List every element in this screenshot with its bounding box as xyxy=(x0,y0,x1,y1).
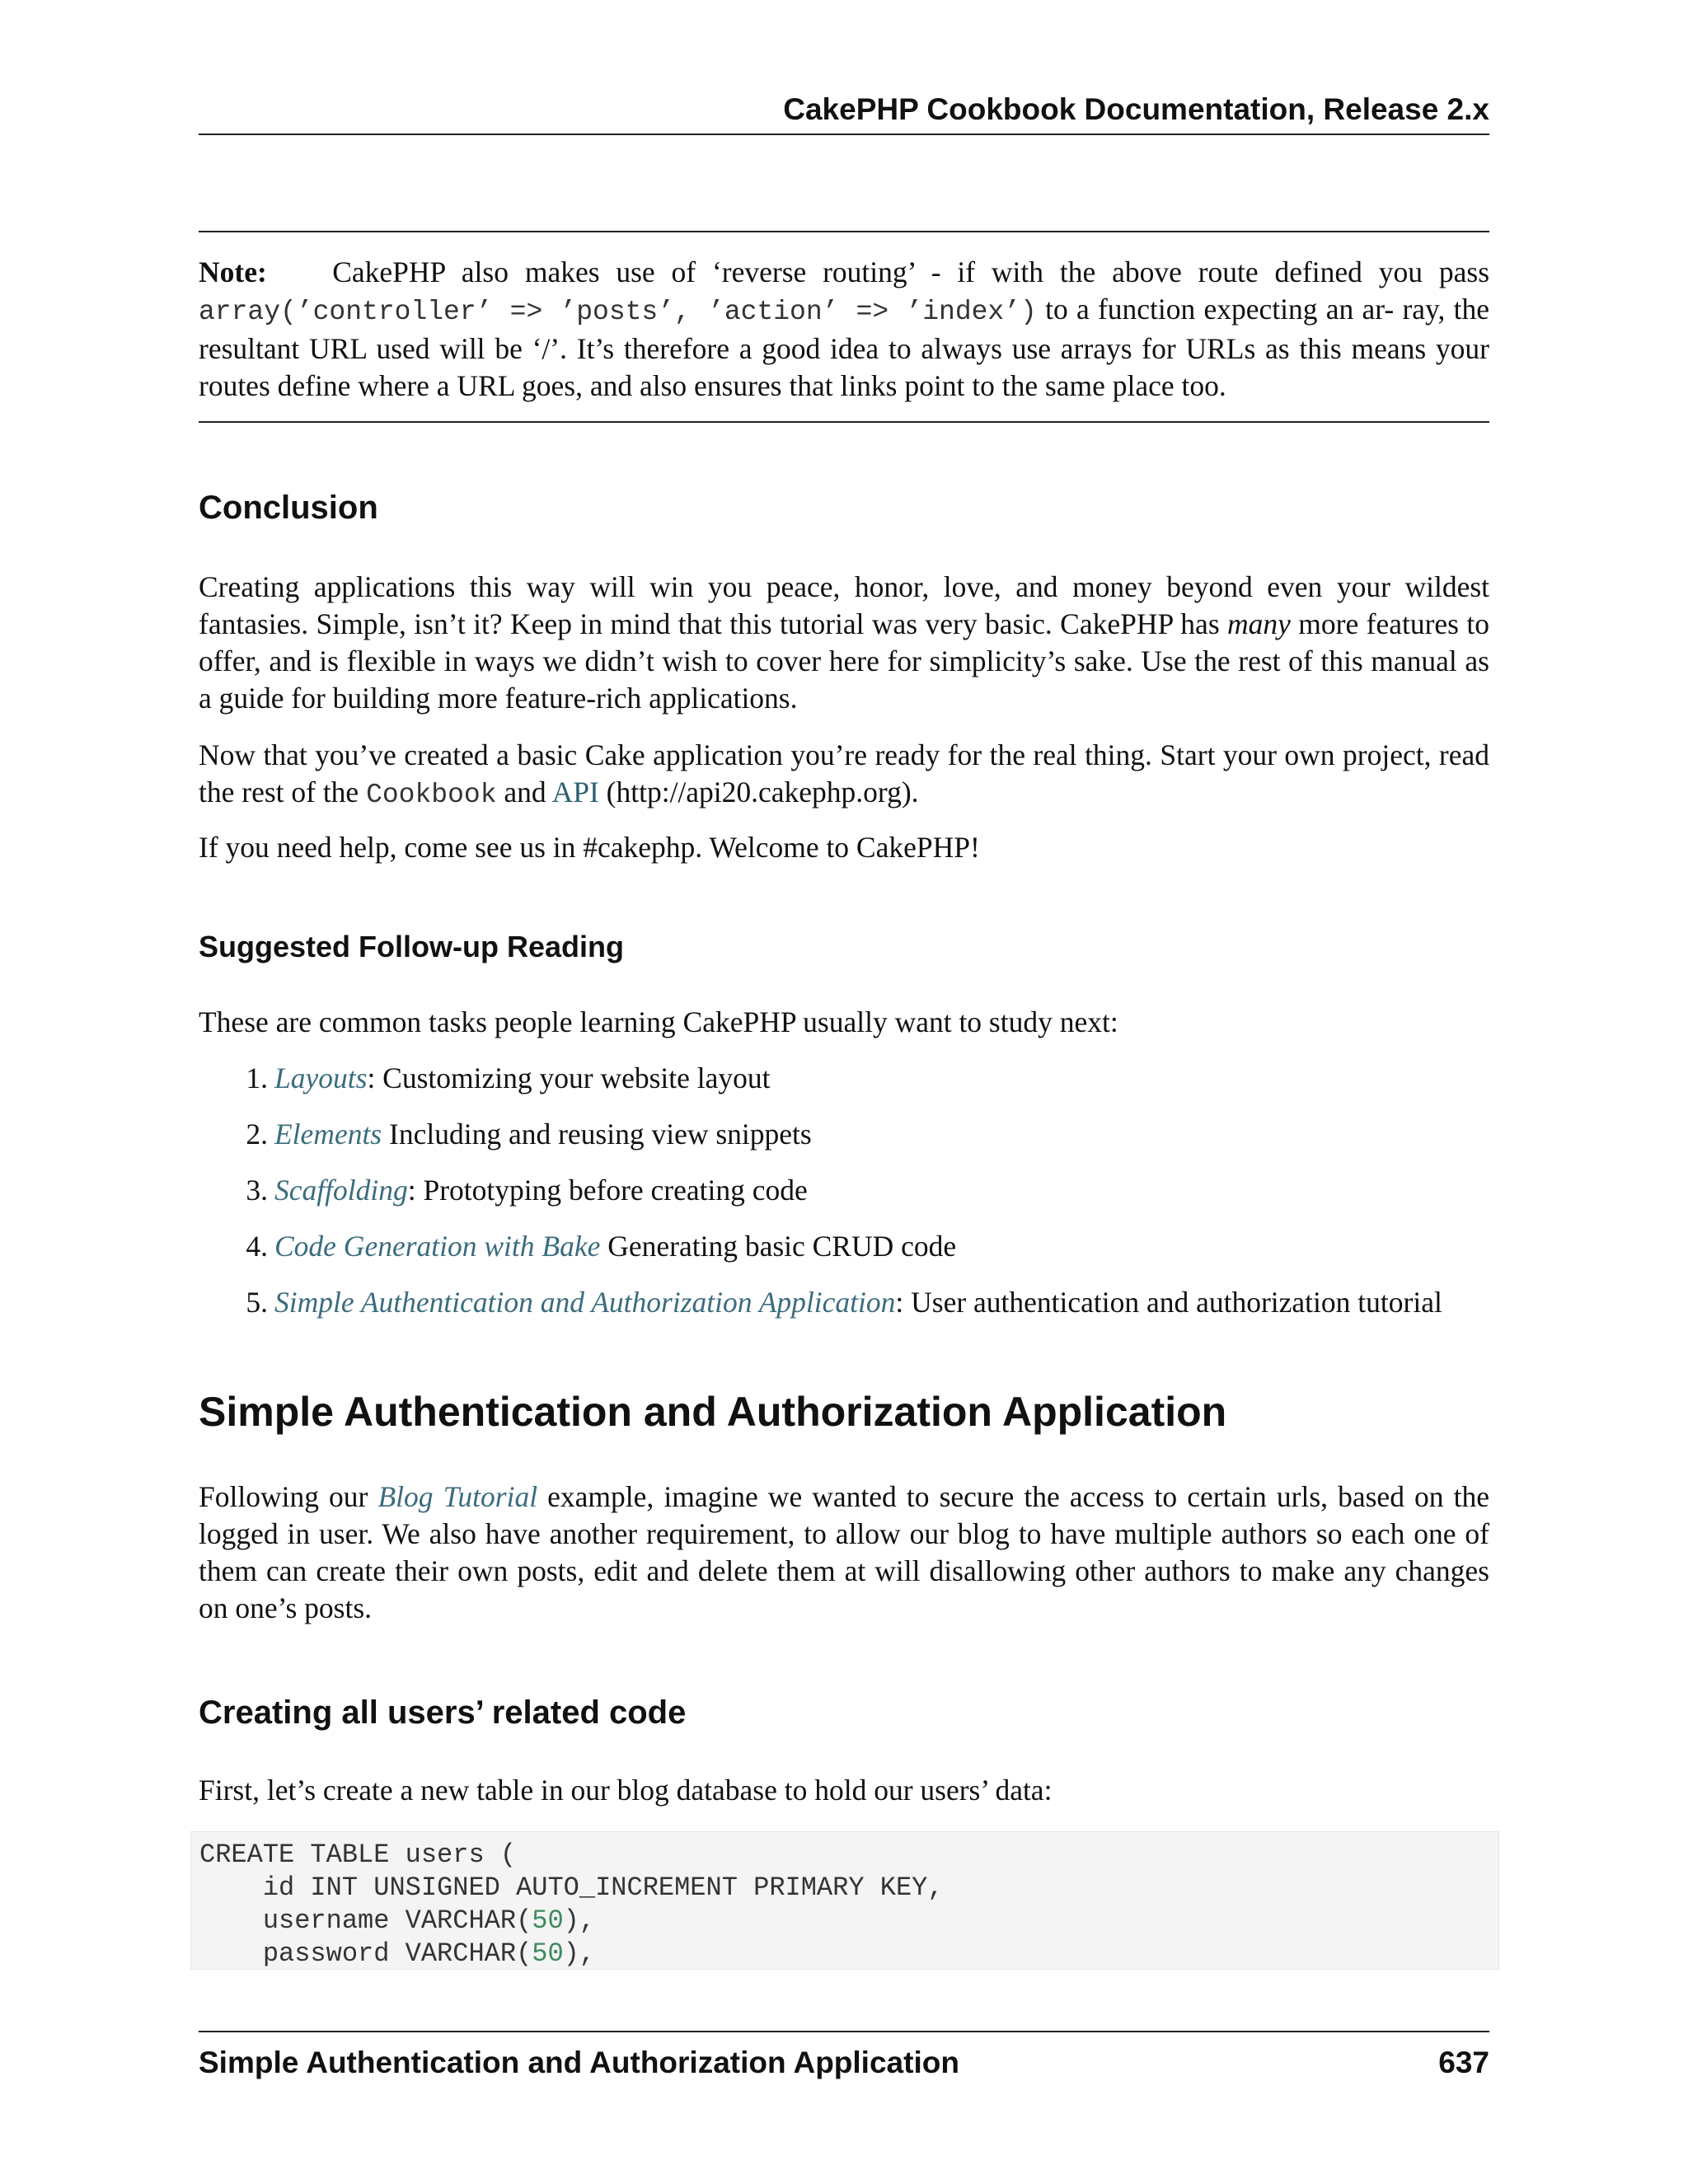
users-intro: First, let’s create a new table in our blog database to hold our users’ data: xyxy=(199,1774,1053,1807)
note-code: array(’controller’ => ’posts’, ’action’ => ’index’) xyxy=(199,297,1037,327)
list-item-number: 3. xyxy=(246,1174,268,1207)
code-line-end: ), xyxy=(563,1938,596,1969)
conclusion-paragraph-1 xyxy=(199,569,1489,717)
scaffolding-link[interactable]: Scaffolding xyxy=(274,1174,408,1207)
conclusion-p1-a: Creating applications this way will win you peace, honor, love, and money beyond even your wildest fantasies. Simple, isn’t it? Keep in mind that this tutorial was very basic. CakePHP has xyxy=(199,570,1489,640)
running-footer-title: Simple Authentication and Authorization Application xyxy=(199,2046,959,2079)
auth-heading: Simple Authentication and Authorization Application xyxy=(199,1389,1227,1435)
code-line: username VARCHAR( xyxy=(199,1905,532,1936)
list-item-text: Generating basic CRUD code xyxy=(600,1230,957,1263)
conclusion-p1-b: more features to offer, and is flexible in ways we didn’t wish to cover here for simplicity’s sake. Use the rest of this manual as a guide for building more feature-rich applications. xyxy=(199,607,1489,715)
note-top-rule xyxy=(199,231,1489,232)
code-line-end: ), xyxy=(563,1905,596,1936)
simple-auth-link[interactable]: Simple Authentication and Authorization Application xyxy=(274,1286,896,1319)
list-item-number: 5. xyxy=(246,1286,268,1319)
code-line: password VARCHAR( xyxy=(199,1938,532,1969)
list-item xyxy=(199,1228,1489,1284)
conclusion-paragraph-2 xyxy=(199,737,1489,813)
note-bottom-rule xyxy=(199,421,1489,423)
sql-code xyxy=(191,1832,1498,1971)
followup-heading: Suggested Follow-up Reading xyxy=(199,930,624,963)
list-item-text: Including and reusing view snippets xyxy=(382,1118,812,1151)
code-line: id INT UNSIGNED AUTO_INCREMENT PRIMARY KEY, xyxy=(199,1872,944,1903)
conclusion-p1-em: many xyxy=(1227,607,1291,640)
blog-tutorial-link[interactable]: Blog Tutorial xyxy=(377,1480,538,1513)
auth-p1-a: Following our xyxy=(199,1480,378,1513)
header-rule xyxy=(199,134,1489,135)
list-item-number: 2. xyxy=(246,1118,268,1151)
code-generation-link[interactable]: Code Generation with Bake xyxy=(274,1230,601,1263)
layouts-link[interactable]: Layouts xyxy=(274,1062,368,1094)
note-text-a: CakePHP also makes use of ‘reverse routing’ - if with the above route defined you pass xyxy=(332,255,1490,288)
conclusion-p2-b: (http://api20.cakephp.org). xyxy=(598,776,919,808)
auth-p1-b: example, imagine we wanted to secure the access to certain urls, based on the logged in user. We also have another requirement, to allow our blog to have multiple authors so each one of them can create their own posts, edit and delete them at will disallowing other authors to make any changes on one’s posts. xyxy=(199,1480,1489,1624)
code-line: CREATE TABLE users ( xyxy=(199,1840,517,1870)
users-heading: Creating all users’ related code xyxy=(199,1694,687,1731)
followup-intro: These are common tasks people learning CakePHP usually want to study next: xyxy=(199,1005,1118,1038)
note-text-c: ray, the resultant URL used will be ‘/’. It’s therefore a good idea to always use arrays for URLs as this means your routes define where a URL goes, and also ensures that links point to the same place too. xyxy=(199,293,1489,402)
conclusion-heading: Conclusion xyxy=(199,490,378,526)
code-number: 50 xyxy=(532,1905,564,1936)
note-text-b: to a function expecting an ar- xyxy=(1036,293,1395,326)
list-item-text: : Prototyping before creating code xyxy=(407,1174,808,1207)
running-header: CakePHP Cookbook Documentation, Release 2.x xyxy=(783,92,1489,126)
sql-code-block xyxy=(190,1831,1499,1970)
note-box xyxy=(199,254,1489,405)
list-item-number: 4. xyxy=(246,1230,268,1263)
list-item xyxy=(199,1284,1489,1340)
list-item xyxy=(199,1172,1489,1228)
api-link[interactable]: API xyxy=(551,776,599,808)
list-item-text: : Customizing your website layout xyxy=(367,1062,771,1094)
auth-paragraph xyxy=(199,1479,1489,1627)
list-item-text: : User authentication and authorization tutorial xyxy=(895,1286,1442,1319)
page-number: 637 xyxy=(1438,2046,1489,2079)
list-item-number: 1. xyxy=(246,1062,268,1094)
followup-list xyxy=(199,1060,1489,1340)
note-label: Note: xyxy=(199,255,267,288)
conclusion-p2-a: Now that you’ve created a basic Cake application you’re ready for the real thing. Start your own project, read the rest of the xyxy=(199,738,1489,808)
cookbook-code: Cookbook xyxy=(366,780,497,810)
code-number: 50 xyxy=(532,1938,564,1969)
conclusion-paragraph-3: If you need help, come see us in #cakephp. Welcome to CakePHP! xyxy=(199,831,980,864)
conclusion-p2-mid: and xyxy=(496,776,552,808)
list-item xyxy=(199,1060,1489,1116)
list-item xyxy=(199,1116,1489,1172)
elements-link[interactable]: Elements xyxy=(274,1118,382,1151)
footer-rule xyxy=(199,2031,1489,2032)
